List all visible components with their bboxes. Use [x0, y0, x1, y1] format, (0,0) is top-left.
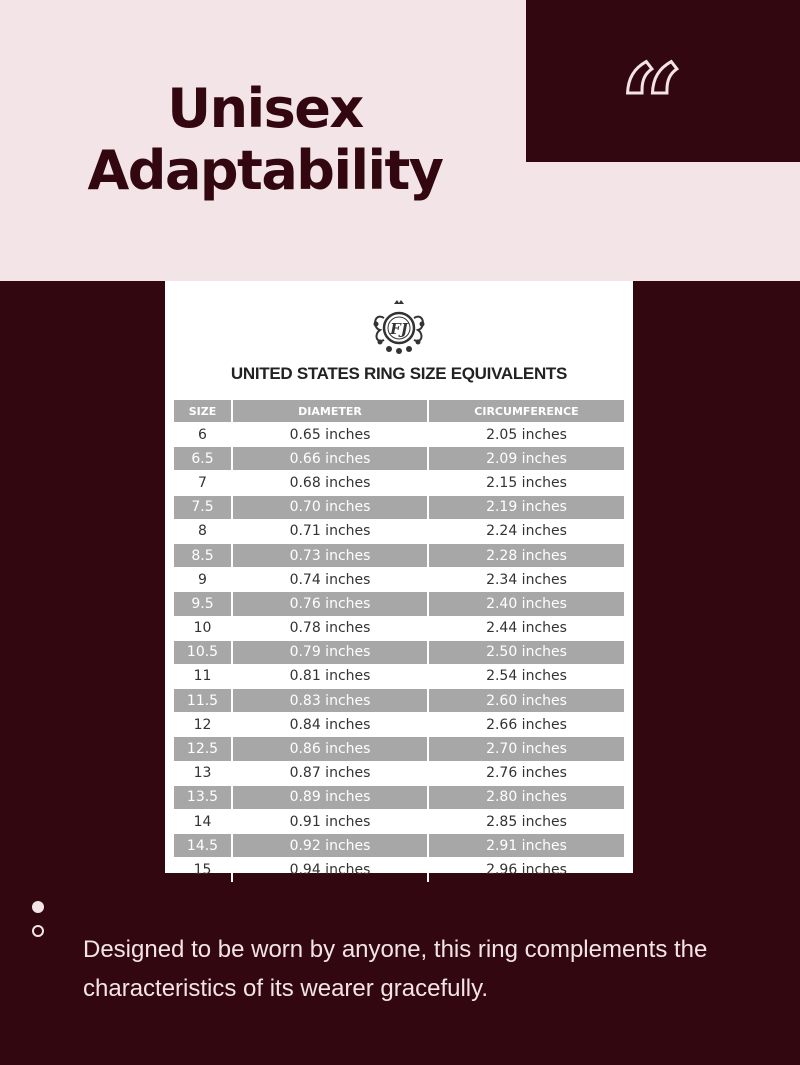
column-header-diameter: DIAMETER — [232, 400, 428, 423]
table-header-row — [174, 400, 624, 423]
size-cell: 11.5 — [174, 689, 232, 713]
diameter-cell: 0.74 inches — [232, 568, 428, 592]
circumference-cell: 2.80 inches — [428, 785, 624, 809]
size-cell: 6 — [174, 423, 232, 447]
table-row — [174, 689, 624, 713]
size-cell: 9.5 — [174, 592, 232, 616]
pagination-dot[interactable] — [32, 925, 44, 937]
diameter-cell: 0.87 inches — [232, 761, 428, 785]
diameter-cell: 0.79 inches — [232, 640, 428, 664]
chart-title: UNITED STATES RING SIZE EQUIVALENTS — [230, 364, 568, 383]
circumference-cell: 2.40 inches — [428, 592, 624, 616]
circumference-cell: 2.19 inches — [428, 495, 624, 519]
table-row — [174, 568, 624, 592]
size-cell: 13.5 — [174, 785, 232, 809]
diameter-cell: 0.84 inches — [232, 713, 428, 737]
circumference-cell: 2.28 inches — [428, 543, 624, 567]
diameter-cell: 0.81 inches — [232, 664, 428, 688]
table-row — [174, 543, 624, 567]
description-text: Designed to be worn by anyone, this ring complements the characteristics of its wearer gracefully. — [83, 936, 708, 1002]
circumference-cell: 2.09 inches — [428, 447, 624, 471]
diameter-cell: 0.94 inches — [232, 858, 428, 882]
diameter-cell: 0.76 inches — [232, 592, 428, 616]
diameter-cell: 0.89 inches — [232, 785, 428, 809]
circumference-cell: 2.34 inches — [428, 568, 624, 592]
table-row — [174, 519, 624, 543]
monogram-crest-icon — [368, 298, 430, 358]
table-row — [174, 592, 624, 616]
size-cell: 12.5 — [174, 737, 232, 761]
circumference-cell: 2.54 inches — [428, 664, 624, 688]
size-cell: 7 — [174, 471, 232, 495]
table-row — [174, 616, 624, 640]
circumference-cell: 2.76 inches — [428, 761, 624, 785]
size-cell: 12 — [174, 713, 232, 737]
table-row — [174, 810, 624, 834]
circumference-cell: 2.50 inches — [428, 640, 624, 664]
circumference-cell: 2.15 inches — [428, 471, 624, 495]
column-header-circumference: CIRCUMFERENCE — [428, 400, 624, 423]
diameter-cell: 0.86 inches — [232, 737, 428, 761]
table-row — [174, 834, 624, 858]
size-cell: 6.5 — [174, 447, 232, 471]
table-row — [174, 713, 624, 737]
table-row — [174, 858, 624, 882]
circumference-cell: 2.60 inches — [428, 689, 624, 713]
table-row — [174, 761, 624, 785]
size-cell: 8 — [174, 519, 232, 543]
diameter-cell: 0.70 inches — [232, 495, 428, 519]
diameter-cell: 0.66 inches — [232, 447, 428, 471]
ring-size-table — [174, 400, 624, 882]
circumference-cell: 2.66 inches — [428, 713, 624, 737]
size-cell: 15 — [174, 858, 232, 882]
circumference-cell: 2.24 inches — [428, 519, 624, 543]
table-row — [174, 447, 624, 471]
size-cell: 10 — [174, 616, 232, 640]
diameter-cell: 0.92 inches — [232, 834, 428, 858]
size-cell: 11 — [174, 664, 232, 688]
circumference-cell: 2.91 inches — [428, 834, 624, 858]
circumference-cell: 2.05 inches — [428, 423, 624, 447]
table-row — [174, 423, 624, 447]
pagination-dot-active[interactable] — [32, 901, 44, 913]
diameter-cell: 0.78 inches — [232, 616, 428, 640]
circumference-cell: 2.70 inches — [428, 737, 624, 761]
table-row — [174, 640, 624, 664]
circumference-cell: 2.44 inches — [428, 616, 624, 640]
diameter-cell: 0.65 inches — [232, 423, 428, 447]
size-cell: 13 — [174, 761, 232, 785]
size-cell: 9 — [174, 568, 232, 592]
svg-text:FJ: FJ — [390, 320, 408, 338]
table-row — [174, 664, 624, 688]
table-row — [174, 785, 624, 809]
title-line-1: Unisex — [167, 77, 363, 140]
diameter-cell: 0.68 inches — [232, 471, 428, 495]
diameter-cell: 0.91 inches — [232, 810, 428, 834]
table-body — [174, 423, 624, 882]
diameter-cell: 0.83 inches — [232, 689, 428, 713]
diameter-cell: 0.73 inches — [232, 543, 428, 567]
circumference-cell: 2.96 inches — [428, 858, 624, 882]
size-cell: 8.5 — [174, 543, 232, 567]
column-header-size: SIZE — [174, 400, 232, 423]
table-row — [174, 471, 624, 495]
page-title — [60, 78, 470, 202]
title-line-2: Adaptability — [87, 139, 443, 202]
diameter-cell: 0.71 inches — [232, 519, 428, 543]
table-row — [174, 495, 624, 519]
quote-open-icon: “ — [620, 40, 684, 169]
size-cell: 10.5 — [174, 640, 232, 664]
circumference-cell: 2.85 inches — [428, 810, 624, 834]
table-row — [174, 737, 624, 761]
size-cell: 14.5 — [174, 834, 232, 858]
size-cell: 7.5 — [174, 495, 232, 519]
size-cell: 14 — [174, 810, 232, 834]
